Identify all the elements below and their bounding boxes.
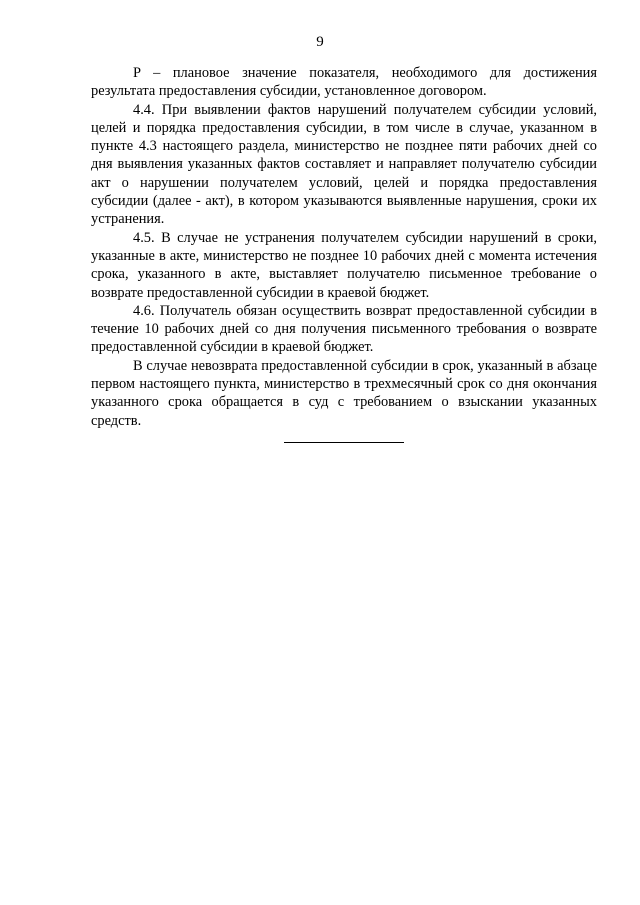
end-separator-line: [284, 442, 404, 443]
paragraph-4-5: 4.5. В случае не устранения получателем субсидии нарушений в сроки, указанные в акте, министерство не позднее 10 рабочих дней с момента истечения срока, указанного в акте, выставляет получателю письменное требование о возврате предоставленной субсидии в краевой бюджет.: [91, 229, 597, 301]
document-body: [91, 64, 597, 430]
paragraph-4-4: 4.4. При выявлении фактов нарушений получателем субсидии условий, целей и порядка предоставления субсидии, в том числе в случае, указанном в пункте 4.3 настоящего раздела, министерство не позднее пяти рабочих дней со дня выявления указанных фактов составляет и направляет получателю субсидии акт о нарушении получателем условий, целей и порядка предоставления субсидии (далее - акт), в котором указываются выявленные нарушения, сроки их устранения.: [91, 101, 597, 228]
page-number: 9: [316, 34, 324, 50]
paragraph-4-6: 4.6. Получатель обязан осуществить возврат предоставленной субсидии в течение 10 рабочих дней со дня получения письменного требования о возврате предоставленной субсидии в краевой бюджет.: [91, 302, 597, 356]
paragraph-non-return: В случае невозврата предоставленной субсидии в срок, указанный в абзаце первом настоящего пункта, министерство в трехмесячный срок со дня окончания указанного срока обращается в суд с требованием о взыскании указанных средств.: [91, 357, 597, 429]
paragraph-plan-value: P – плановое значение показателя, необходимого для достижения результата предоставления субсидии, установленное договором.: [91, 65, 597, 100]
